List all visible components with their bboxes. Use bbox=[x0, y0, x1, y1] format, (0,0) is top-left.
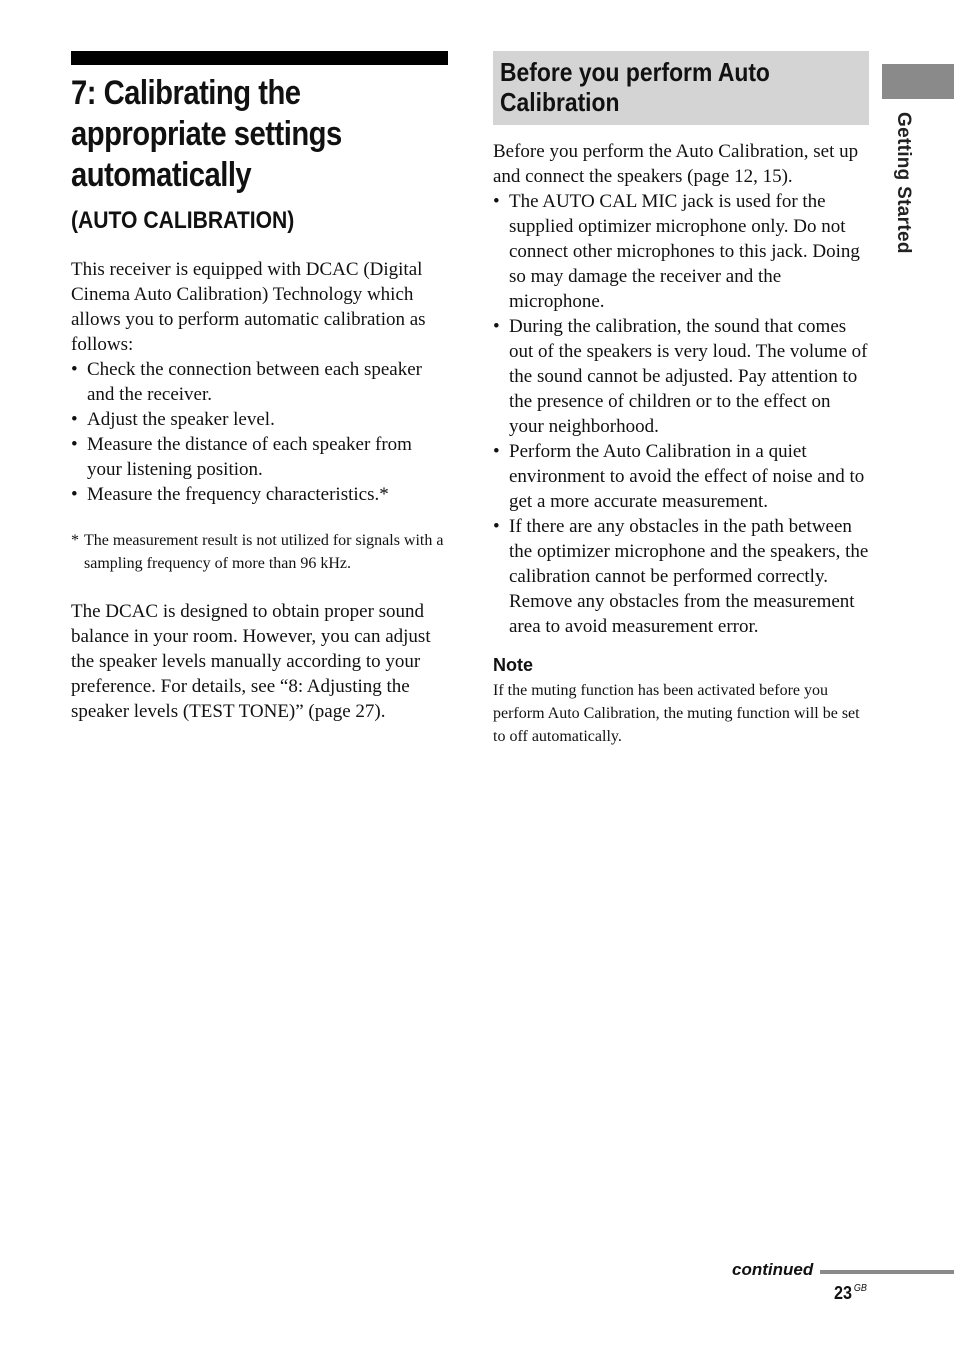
list-item: • The AUTO CAL MIC jack is used for the supplied optimizer microphone only. Do not connect other microphones to this jack. Doing so may damage the receiver and the microphone. bbox=[493, 189, 869, 314]
footnote bbox=[71, 529, 448, 575]
page-title: 7: Calibrating the appropriate settings automatically bbox=[71, 74, 342, 194]
list-item: • Adjust the speaker level. bbox=[71, 407, 448, 432]
title-rule bbox=[71, 51, 448, 65]
dcac-paragraph: The DCAC is designed to obtain proper sound balance in your room. However, you can adjust the speaker levels manually according to your preference. For details, see “8: Adjusting the speaker levels (TEST TONE)” (page 27). bbox=[71, 601, 431, 722]
right-intro-paragraph: Before you perform the Auto Calibration, set up and connect the speakers (page 12, 15). bbox=[493, 141, 859, 187]
intro-paragraph: This receiver is equipped with DCAC (Digital Cinema Auto Calibration) Technology which allows you to perform automatic calibration as follows: bbox=[71, 259, 426, 355]
note-text: If the muting function has been activated before you perform Auto Calibration, the muting function will be set to off automatically. bbox=[493, 682, 860, 745]
page-subtitle: (AUTO CALIBRATION) bbox=[71, 207, 295, 234]
section-tab-label: Getting Started bbox=[893, 112, 914, 254]
list-item: • Measure the frequency characteristics.* bbox=[71, 482, 448, 507]
precautions-list bbox=[493, 189, 869, 639]
page-number-value: 23 bbox=[834, 1283, 853, 1303]
calibration-list bbox=[71, 357, 448, 507]
list-item: • If there are any obstacles in the path between the optimizer microphone and the speakers, the calibration cannot be performed correctly. Remove any obstacles from the measurement area to avoid measurement error. bbox=[493, 514, 869, 639]
footnote-text: The measurement result is not utilized for signals with a sampling frequency of more than 96 kHz. bbox=[84, 532, 444, 572]
continued-label: continued bbox=[732, 1260, 814, 1279]
continued-rule bbox=[820, 1270, 954, 1274]
left-column bbox=[71, 51, 448, 724]
page-number-suffix: GB bbox=[853, 1283, 867, 1294]
list-item: • Perform the Auto Calibration in a quiet environment to avoid the effect of noise and to get a more accurate measurement. bbox=[493, 439, 869, 514]
list-item: • During the calibration, the sound that comes out of the speakers is very loud. The volume of the sound cannot be adjusted. Pay attention to the presence of children or to the effect on your neighborhood. bbox=[493, 314, 869, 439]
footnote-mark: * bbox=[71, 532, 79, 549]
section-tab-marker bbox=[882, 64, 954, 99]
list-item: • Check the connection between each speaker and the receiver. bbox=[71, 357, 448, 407]
right-column bbox=[493, 51, 869, 748]
note-heading: Note bbox=[493, 655, 533, 675]
section-header-box bbox=[493, 51, 869, 125]
section-title: Before you perform Auto Calibration bbox=[500, 57, 770, 117]
list-item: • Measure the distance of each speaker from your listening position. bbox=[71, 432, 448, 482]
page-number bbox=[834, 1283, 867, 1304]
